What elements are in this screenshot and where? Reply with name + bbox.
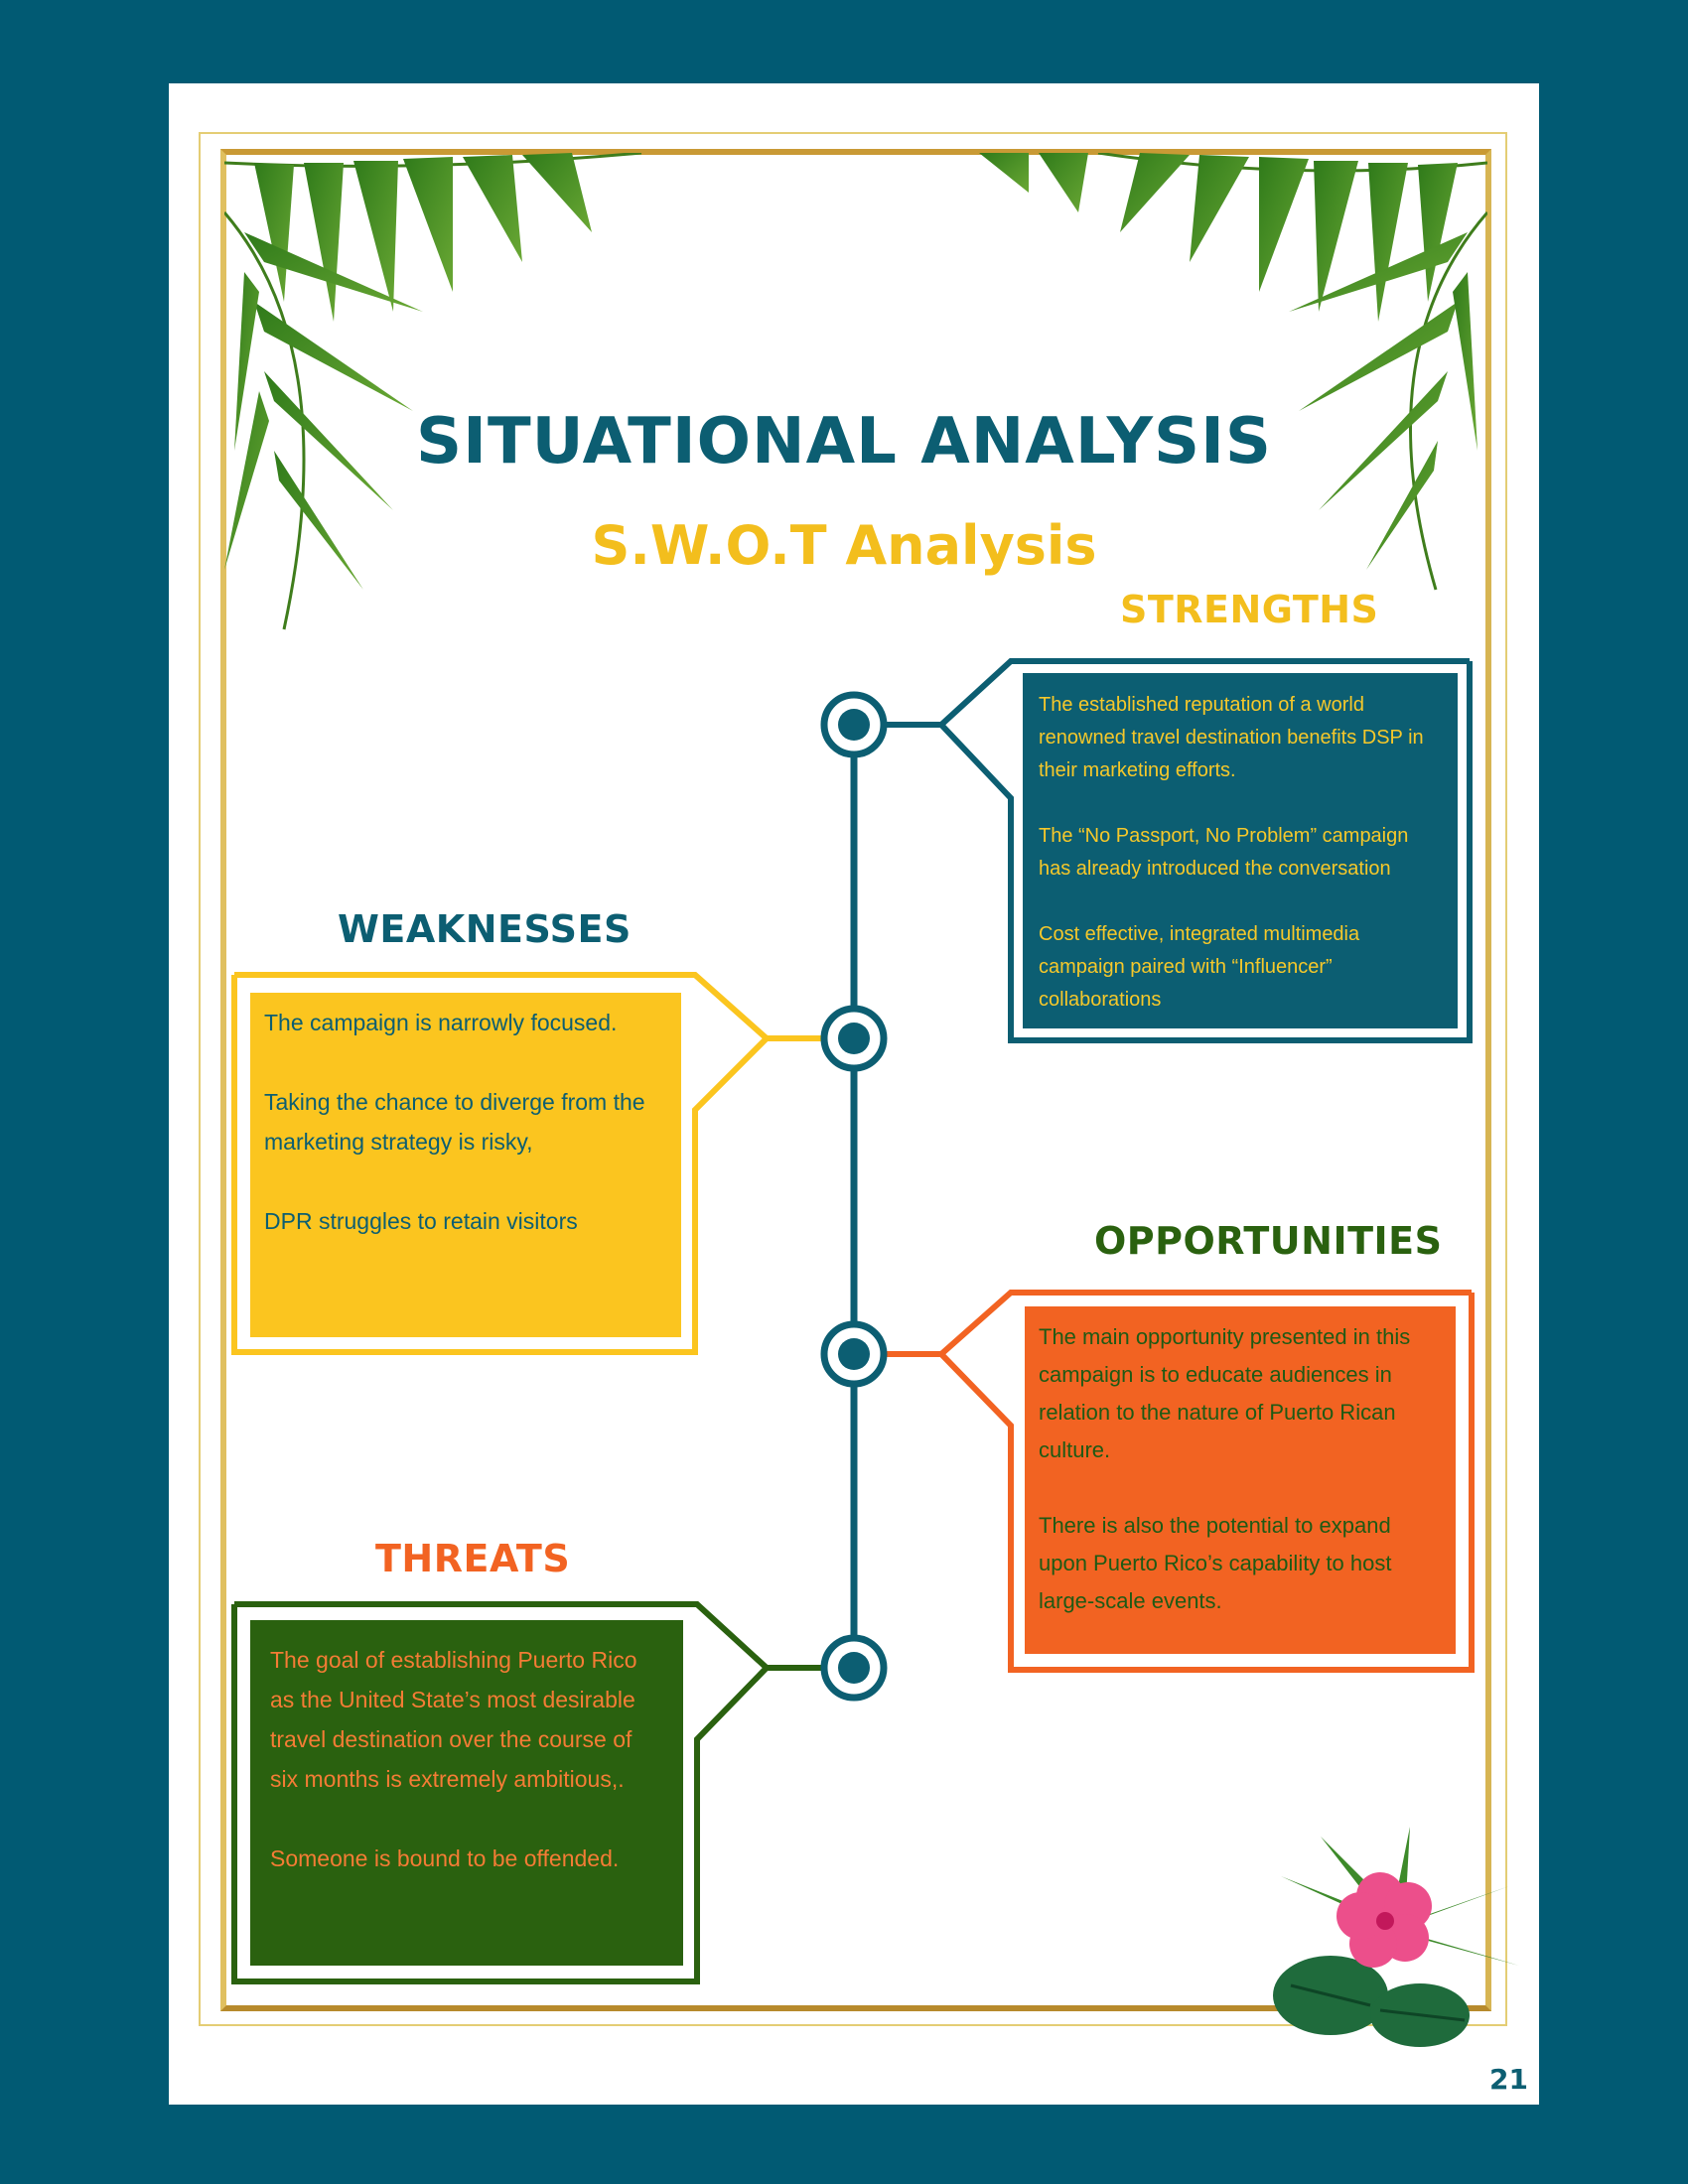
timeline-node-threats xyxy=(824,1638,884,1698)
timeline-node-weaknesses xyxy=(824,1009,884,1068)
weaknesses-point: Taking the chance to diverge from the marketing strategy is risky, xyxy=(264,1089,645,1155)
page-subtitle: S.W.O.T Analysis xyxy=(591,514,1097,577)
hibiscus-flower-icon xyxy=(1261,1817,1529,2055)
strengths-heading: STRENGTHS xyxy=(1120,588,1379,631)
weaknesses-box xyxy=(250,993,681,1337)
strengths-point: The established reputation of a world renowned travel destination benefits DSP in their marketing efforts. xyxy=(1039,694,1424,781)
opportunities-point: The main opportunity presented in this campaign is to educate audiences in relation to the nature of Puerto Rican culture. xyxy=(1039,1324,1411,1462)
timeline-node-opportunities xyxy=(824,1324,884,1384)
opportunities-heading: OPPORTUNITIES xyxy=(1094,1219,1443,1263)
weaknesses-heading: WEAKNESSES xyxy=(338,907,632,951)
strengths-point: Cost effective, integrated multimedia campaign paired with “Influencer” collaborations xyxy=(1039,923,1360,1011)
page-number: 21 xyxy=(1489,2063,1528,2096)
weaknesses-point: DPR struggles to retain visitors xyxy=(264,1208,578,1234)
opportunities-point: There is also the potential to expand upon Puerto Rico’s capability to host large-scale events. xyxy=(1039,1513,1392,1613)
timeline-node-strengths xyxy=(824,695,884,754)
threats-heading: THREATS xyxy=(375,1537,571,1580)
threats-box xyxy=(250,1620,683,1966)
strengths-point: The “No Passport, No Problem” campaign has already introduced the conversation xyxy=(1039,825,1409,880)
threats-point: Someone is bound to be offended. xyxy=(270,1845,620,1871)
opportunities-box xyxy=(1025,1306,1456,1654)
weaknesses-point: The campaign is narrowly focused. xyxy=(264,1010,618,1035)
threats-point: The goal of establishing Puerto Rico as the United State’s most desirable travel destination over the course of six months is extremely ambitious,. xyxy=(270,1647,637,1792)
strengths-box xyxy=(1023,673,1458,1028)
page-title: SITUATIONAL ANALYSIS xyxy=(416,405,1272,478)
